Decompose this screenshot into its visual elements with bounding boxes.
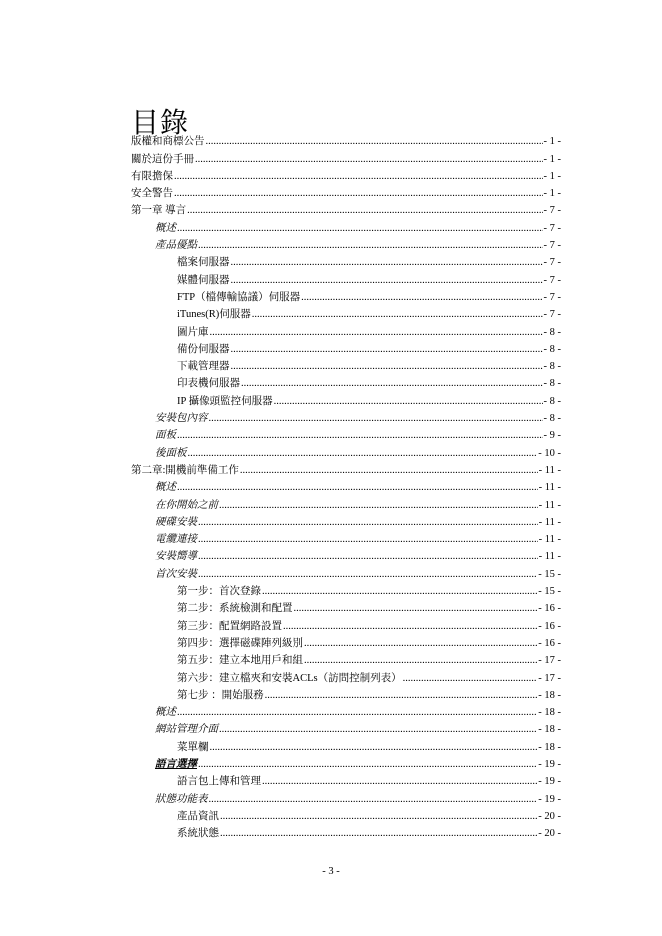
toc-entry[interactable] xyxy=(131,581,561,598)
toc-dot-leader xyxy=(198,239,543,252)
toc-dot-leader xyxy=(198,533,538,546)
toc-entry[interactable] xyxy=(131,460,561,477)
toc-entry[interactable] xyxy=(131,650,561,667)
toc-dot-leader xyxy=(231,360,543,373)
toc-entry-label: 網站管理介面 xyxy=(155,724,218,736)
toc-entry-page: - 17 - xyxy=(538,672,561,684)
toc-entry-page: - 15 - xyxy=(538,586,561,598)
toc-entry-label: 概述 xyxy=(155,482,176,494)
toc-entry-page: - 11 - xyxy=(538,534,561,546)
toc-entry-page: - 11 - xyxy=(538,464,561,476)
toc-entry[interactable] xyxy=(131,529,561,546)
toc-dot-leader xyxy=(241,377,543,390)
toc-dot-leader xyxy=(403,672,538,685)
toc-entry-label: 後面板 xyxy=(155,447,187,459)
toc-entry[interactable] xyxy=(131,546,561,563)
toc-entry-label: 第三步：配置網路設置 xyxy=(177,620,282,632)
toc-entry-label: IP 攝像頭監控伺服器 xyxy=(177,395,273,407)
toc-entry[interactable] xyxy=(131,563,561,580)
toc-entry-label: 第七步 ：開始服務 xyxy=(177,689,264,701)
toc-entry-label: 版權和商標公告 xyxy=(131,136,205,148)
toc-dot-leader xyxy=(283,620,537,633)
toc-entry[interactable] xyxy=(131,754,561,771)
toc-dot-leader xyxy=(177,481,538,494)
toc-entry-page: - 1 - xyxy=(543,170,561,182)
toc-entry[interactable] xyxy=(131,425,561,442)
toc-entry-label: 第六步：建立檔夾和安裝ACLs（訪問控制列表） xyxy=(177,672,402,684)
toc-entry-label: 產品資訊 xyxy=(177,810,219,822)
toc-entry-page: - 11 - xyxy=(538,551,561,563)
toc-entry[interactable] xyxy=(131,598,561,615)
toc-dot-leader xyxy=(301,291,542,304)
toc-entry[interactable] xyxy=(131,442,561,459)
toc-dot-leader xyxy=(188,447,538,460)
toc-entry-page: - 11 - xyxy=(538,482,561,494)
toc-entry[interactable] xyxy=(131,373,561,390)
toc-entry-page: - 7 - xyxy=(543,309,561,321)
toc-entry-page: - 7 - xyxy=(543,291,561,303)
toc-entry-page: - 1 - xyxy=(543,136,561,148)
toc-entry-page: - 16 - xyxy=(538,637,561,649)
toc-entry-label: 語言包上傳和管理 xyxy=(177,776,261,788)
toc-entry[interactable] xyxy=(131,512,561,529)
toc-entry-page: - 19 - xyxy=(538,776,561,788)
toc-entry-label: 第二章:開機前準備工作 xyxy=(131,464,239,476)
toc-entry-label: 首次安裝 xyxy=(155,568,197,580)
toc-entry[interactable] xyxy=(131,200,561,217)
toc-entry[interactable] xyxy=(131,287,561,304)
toc-entry-page: - 7 - xyxy=(543,257,561,269)
toc-dot-leader xyxy=(220,827,537,840)
toc-entry-page: - 7 - xyxy=(543,205,561,217)
toc-dot-leader xyxy=(219,723,537,736)
toc-dot-leader xyxy=(240,464,538,477)
toc-entry-page: - 8 - xyxy=(543,395,561,407)
toc-entry-label: 電纜連接 xyxy=(155,534,197,546)
toc-entry-label: 關於這份手冊 xyxy=(131,153,194,165)
toc-entry[interactable] xyxy=(131,148,561,165)
toc-entry[interactable] xyxy=(131,408,561,425)
toc-entry-label: 安全警告 xyxy=(131,188,173,200)
toc-entry-label: 圖片庫 xyxy=(177,326,209,338)
table-of-contents xyxy=(131,131,561,840)
toc-dot-leader xyxy=(231,256,543,269)
toc-entry-page: - 18 - xyxy=(538,724,561,736)
toc-entry-page: - 11 - xyxy=(538,516,561,528)
toc-entry-label: 產品優點 xyxy=(155,240,197,252)
toc-entry-label: 印表機伺服器 xyxy=(177,378,240,390)
toc-dot-leader xyxy=(187,204,542,217)
toc-entry-page: - 16 - xyxy=(538,603,561,615)
toc-dot-leader xyxy=(220,810,537,823)
toc-entry-label: FTP（檔傳輸協議）伺服器 xyxy=(177,291,301,303)
toc-entry[interactable] xyxy=(131,304,561,321)
toc-entry[interactable] xyxy=(131,321,561,338)
toc-dot-leader xyxy=(231,274,543,287)
toc-dot-leader xyxy=(206,135,543,148)
toc-entry-label: 第二步：系統檢測和配置 xyxy=(177,603,293,615)
toc-dot-leader xyxy=(304,637,537,650)
toc-dot-leader xyxy=(198,568,537,581)
toc-entry-label: 概述 xyxy=(155,707,176,719)
toc-dot-leader xyxy=(274,395,543,408)
toc-entry-label: 概述 xyxy=(155,222,176,234)
toc-entry-page: - 8 - xyxy=(543,343,561,355)
toc-entry-label: 下載管理器 xyxy=(177,361,230,373)
toc-dot-leader xyxy=(198,516,538,529)
toc-entry-page: - 8 - xyxy=(543,326,561,338)
toc-dot-leader xyxy=(174,170,543,183)
toc-entry-page: - 7 - xyxy=(543,274,561,286)
toc-dot-leader xyxy=(304,654,537,667)
toc-entry[interactable] xyxy=(131,166,561,183)
toc-entry-page: - 1 - xyxy=(543,188,561,200)
toc-entry-page: - 7 - xyxy=(543,240,561,252)
toc-entry-page: - 19 - xyxy=(538,793,561,805)
toc-entry-page: - 9 - xyxy=(543,430,561,442)
toc-entry-page: - 8 - xyxy=(543,378,561,390)
toc-entry[interactable] xyxy=(131,390,561,407)
toc-entry-page: - 18 - xyxy=(538,689,561,701)
toc-entry[interactable] xyxy=(131,736,561,753)
toc-dot-leader xyxy=(174,187,543,200)
toc-dot-leader xyxy=(209,793,538,806)
toc-entry-page: - 8 - xyxy=(543,413,561,425)
toc-entry[interactable] xyxy=(131,183,561,200)
toc-entry[interactable] xyxy=(131,131,561,148)
toc-dot-leader xyxy=(209,412,543,425)
toc-entry-label: 第一步：首次登錄 xyxy=(177,586,261,598)
toc-entry[interactable] xyxy=(131,356,561,373)
toc-entry-page: - 16 - xyxy=(538,620,561,632)
page-title: 目錄 xyxy=(131,105,190,139)
toc-dot-leader xyxy=(195,153,543,166)
toc-entry-page: - 19 - xyxy=(538,758,561,770)
toc-entry[interactable] xyxy=(131,252,561,269)
toc-entry[interactable] xyxy=(131,269,561,286)
toc-entry[interactable] xyxy=(131,494,561,511)
toc-entry-label: 菜單欄 xyxy=(177,741,209,753)
toc-entry-label: 安裝包內容 xyxy=(155,413,208,425)
toc-entry[interactable] xyxy=(131,771,561,788)
toc-dot-leader xyxy=(210,741,538,754)
toc-entry-label: 第五步：建立本地用戶和組 xyxy=(177,655,303,667)
toc-entry-label: 系統狀態 xyxy=(177,828,219,840)
toc-entry-label: iTunes(R)伺服器 xyxy=(177,309,251,321)
page-number-footer: - 3 - xyxy=(322,866,340,877)
toc-dot-leader xyxy=(219,499,538,512)
toc-entry-page: - 15 - xyxy=(538,568,561,580)
toc-entry[interactable] xyxy=(131,823,561,840)
toc-entry-label: 檔案伺服器 xyxy=(177,257,230,269)
toc-entry-label: 硬碟安裝 xyxy=(155,516,197,528)
toc-entry-page: - 20 - xyxy=(538,810,561,822)
toc-entry[interactable] xyxy=(131,685,561,702)
toc-dot-leader xyxy=(252,308,543,321)
toc-entry-page: - 18 - xyxy=(538,741,561,753)
toc-entry-page: - 7 - xyxy=(543,222,561,234)
toc-entry[interactable] xyxy=(131,719,561,736)
toc-entry[interactable] xyxy=(131,702,561,719)
toc-entry-label: 語言選擇 xyxy=(155,758,197,770)
toc-entry-label: 面板 xyxy=(155,430,176,442)
toc-dot-leader xyxy=(177,222,543,235)
toc-dot-leader xyxy=(198,758,537,771)
toc-entry-label: 有限擔保 xyxy=(131,170,173,182)
toc-dot-leader xyxy=(177,429,543,442)
toc-entry[interactable] xyxy=(131,806,561,823)
toc-entry-page: - 20 - xyxy=(538,828,561,840)
toc-entry-page: - 10 - xyxy=(538,447,561,459)
toc-dot-leader xyxy=(262,775,537,788)
toc-dot-leader xyxy=(262,585,537,598)
toc-entry[interactable] xyxy=(131,667,561,684)
toc-entry[interactable] xyxy=(131,633,561,650)
toc-dot-leader xyxy=(210,326,543,339)
toc-entry-label: 安裝嚮導 xyxy=(155,551,197,563)
toc-entry[interactable] xyxy=(131,217,561,234)
toc-entry-label: 在你開始之前 xyxy=(155,499,218,511)
toc-entry-page: - 1 - xyxy=(543,153,561,165)
toc-dot-leader xyxy=(265,689,538,702)
toc-dot-leader xyxy=(231,343,543,356)
toc-dot-leader xyxy=(198,550,538,563)
toc-entry-page: - 17 - xyxy=(538,655,561,667)
toc-entry-label: 狀態功能表 xyxy=(155,793,208,805)
toc-entry-page: - 8 - xyxy=(543,361,561,373)
toc-entry-label: 備份伺服器 xyxy=(177,343,230,355)
toc-entry[interactable] xyxy=(131,788,561,805)
toc-entry-page: - 11 - xyxy=(538,499,561,511)
toc-entry[interactable] xyxy=(131,477,561,494)
toc-dot-leader xyxy=(294,602,538,615)
toc-dot-leader xyxy=(177,706,537,719)
toc-entry[interactable] xyxy=(131,339,561,356)
toc-entry[interactable] xyxy=(131,235,561,252)
toc-entry-label: 第四步：選擇磁碟陣列級別 xyxy=(177,637,303,649)
toc-entry-label: 第一章 導言 xyxy=(131,205,187,217)
toc-entry-label: 媒體伺服器 xyxy=(177,274,230,286)
toc-entry[interactable] xyxy=(131,615,561,632)
toc-entry-page: - 18 - xyxy=(538,707,561,719)
